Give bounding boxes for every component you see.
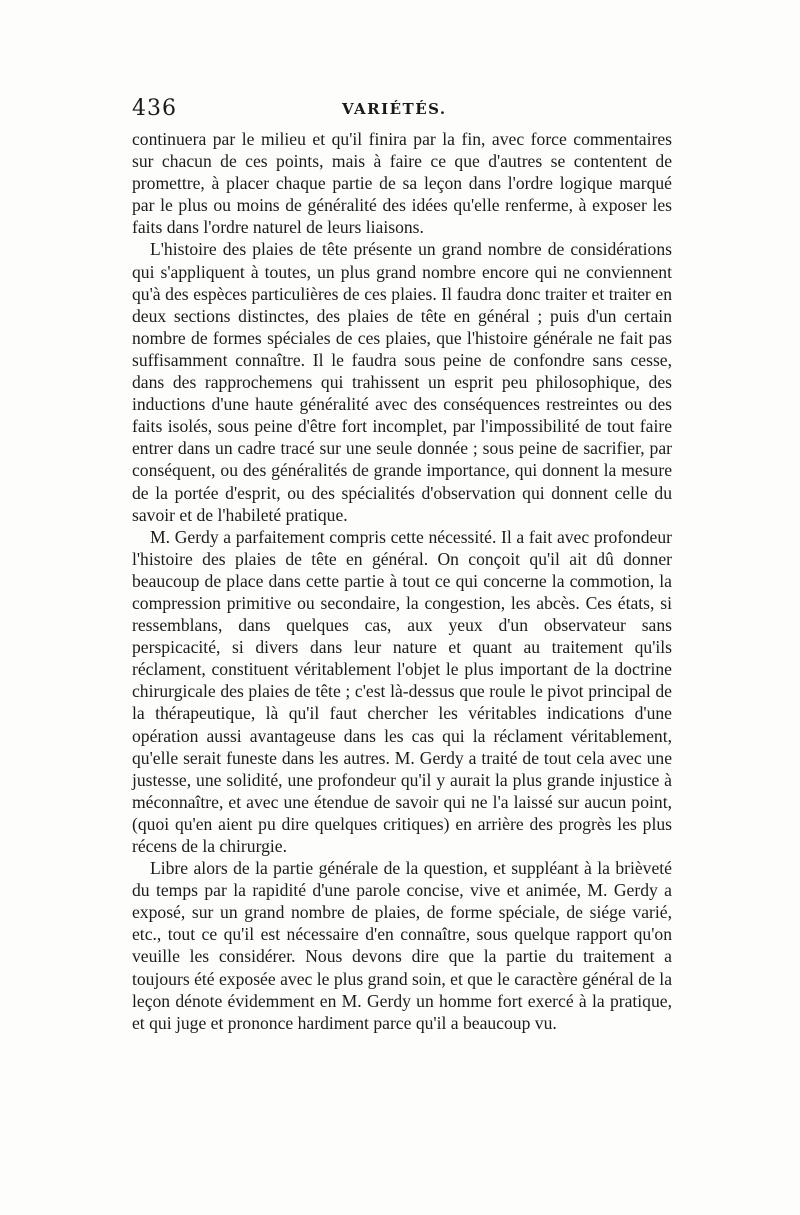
paragraph-continuation: continuera par le milieu et qu'il finira par la fin, avec force commentaires sur chacun de ces points, mais à faire ce que d'autres se contentent de promettre, à placer chaque partie de sa leçon dans l'ordre logique marqué par le plus ou moins de généralité des idées qu'elle renferme, à exposer les faits dans l'ordre naturel de leurs liaisons. — [132, 129, 672, 238]
paragraph-partie-generale: Libre alors de la partie générale de la question, et suppléant à la brièveté du temps par la rapidité d'une parole concise, vive et animée, M. Gerdy a exposé, sur un grand nombre de plaies, de forme spéciale, de siége varié, etc., tout ce qu'il est nécessaire d'en connaître, sous quelque rapport qu'on veuille les considérer. Nous devons dire que la partie du traitement a toujours été exposée avec le plus grand soin, et que le caractère général de la leçon dénote évidemment en M. Gerdy un homme fort exercé à la pratique, et qui juge et prononce hardiment parce qu'il a beaucoup vu. — [132, 858, 672, 1033]
paragraph-gerdy-necessite: M. Gerdy a parfaitement compris cette nécessité. Il a fait avec profondeur l'histoire des plaies de tête en général. On conçoit qu'il ait dû donner beaucoup de place dans cette partie à tout ce qui concerne la commotion, la compression primitive ou secondaire, la congestion, les abcès. Ces états, si ressemblans, dans quelques cas, aux yeux d'un observateur sans perspicacité, si divers dans leur nature et quant au traitement qu'ils réclament, constituent véritablement l'objet le plus important de la doctrine chirurgicale des plaies de tête ; c'est là-dessus que roule le pivot principal de la thérapeutique, là qu'il faut chercher les véritables indications d'une opération aussi avantageuse dans les cas qui la réclament véritablement, qu'elle serait funeste dans les autres. M. Gerdy a traité de tout cela avec une justesse, une solidité, une profondeur qu'il y aurait la plus grande injustice à méconnaître, et avec une étendue de savoir qui ne l'a laissé sur aucun point, (quoi qu'en aient pu dire quelques critiques) en arrière des progrès les plus récens de la chirurgie. — [132, 526, 672, 856]
body-text — [132, 128, 672, 1034]
paragraph-plaies-de-tete: L'histoire des plaies de tête présente un grand nombre de considérations qui s'appliquent à toutes, un plus grand nombre encore qui ne conviennent qu'à des espèces particulières de ces plaies. Il faudra donc traiter et traiter en deux sections distinctes, des plaies de tête en général ; puis d'un certain nombre de formes spéciales de ces plaies, que l'histoire générale ne fait pas suffisamment connaître. Il le faudra sous peine de confondre sans cesse, dans des rapprochemens qui trahissent un esprit peu philosophique, des inductions d'une haute généralité avec des conséquences restreintes ou des faits isolés, sous peine d'être fort incomplet, par l'impossibilité de tout faire entrer dans un cadre tracé sur une seule donnée ; sous peine de sacrifier, par conséquent, ou des généralités de grande importance, qui donnent la mesure de la portée d'esprit, ou des spécialités d'observation qui donnent celle du savoir et de l'habileté pratique. — [132, 239, 672, 525]
running-title: VARIÉTÉS. — [342, 100, 447, 118]
page-header — [132, 96, 672, 126]
page-number: 436 — [132, 96, 177, 121]
